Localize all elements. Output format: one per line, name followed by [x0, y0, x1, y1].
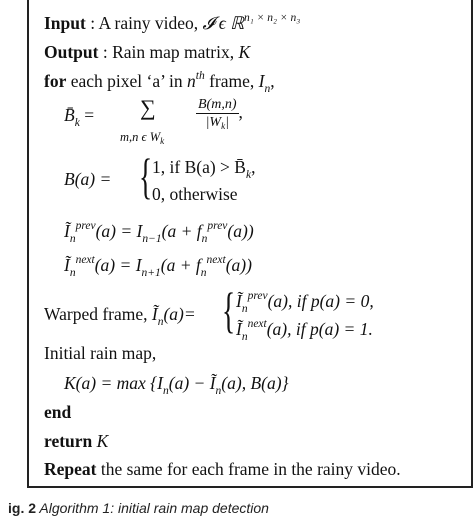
- next-rhs-mid: (a + f: [160, 255, 201, 275]
- return-var: K: [92, 431, 109, 451]
- next-rhs-sub: n+1: [141, 267, 161, 279]
- prev-lhs-sup: prev: [75, 220, 96, 232]
- k-eq-end: (a), B(a)}: [221, 373, 289, 393]
- k-equation: [64, 372, 289, 397]
- for-text: each pixel ‘a’ in: [66, 71, 188, 91]
- for-tail: frame,: [204, 71, 259, 91]
- return-line: [44, 430, 108, 452]
- next-rhs: (a) = I: [94, 255, 142, 275]
- ba-case-1: [152, 156, 255, 181]
- bk-sum: [140, 97, 156, 119]
- warped-brace: {: [222, 282, 236, 338]
- warped-case-1: [236, 290, 374, 315]
- ba-case1-sub: k: [245, 169, 252, 181]
- next-rhs-f-sup: next: [206, 254, 226, 266]
- caption-fig: ig. 2: [8, 500, 37, 516]
- warped-case2-sup: next: [247, 318, 267, 330]
- bk-sum-under: [120, 124, 164, 149]
- bk-equation: [64, 104, 94, 129]
- next-rhs-f-sub: n: [200, 267, 207, 279]
- input-sup: n₁ × n₂ × n₃: [244, 12, 301, 24]
- input-line: [44, 12, 300, 37]
- prev-rhs-sub: n−1: [142, 233, 162, 245]
- sum-symbol: ∑: [140, 95, 156, 120]
- input-math: 𝓘 ϵ ℝ: [202, 13, 244, 33]
- prev-equation: [64, 220, 254, 245]
- warped-case2-tail: (a), if p(a) = 1.: [266, 319, 373, 339]
- end-label: end: [44, 402, 72, 422]
- k-eq-sub2: n: [215, 385, 222, 397]
- prev-rhs-f-sub: n: [201, 233, 208, 245]
- warped-case2-sub: n: [241, 331, 248, 343]
- for-in-sub: n: [264, 83, 271, 95]
- initial-label: Initial rain map,: [44, 343, 157, 363]
- repeat-line: [44, 458, 401, 480]
- ba-case1-tail: ,: [251, 157, 256, 177]
- prev-rhs-mid: (a + f: [161, 221, 202, 241]
- ba-brace: {: [139, 148, 153, 204]
- for-in: I: [258, 71, 265, 91]
- k-eq-mid: (a) − Ĩ: [168, 373, 216, 393]
- bk-num: B(m,n): [198, 97, 237, 112]
- next-rhs-end: (a)): [225, 255, 252, 275]
- warped-var: Ĩ: [151, 304, 158, 324]
- return-label: return: [44, 431, 93, 451]
- next-lhs-sub: n: [69, 267, 76, 279]
- repeat-text: the same for each frame in the rainy video.: [96, 459, 401, 479]
- ba-lhs-text: B(a) =: [64, 169, 112, 189]
- bk-lhs: B̄: [64, 105, 75, 125]
- caption-rest: Algorithm 1: initial rain map detection: [36, 500, 269, 516]
- ba-case2-text: 0, otherwise: [152, 184, 238, 204]
- warped-case1-tail: (a), if p(a) = 0,: [267, 291, 374, 311]
- output-line: [44, 41, 250, 63]
- bk-frac: [196, 96, 239, 132]
- for-comma: ,: [270, 71, 275, 91]
- warped-eq: (a)=: [163, 304, 196, 324]
- warped-label: Warped frame,: [44, 304, 152, 324]
- next-lhs: Ĩ: [64, 255, 70, 275]
- k-eq: K(a) = max {I: [64, 373, 163, 393]
- figure-caption: [8, 500, 269, 516]
- initial-rain-map-label: [44, 342, 156, 364]
- for-line: [44, 70, 275, 95]
- prev-lhs: Ĩ: [64, 221, 70, 241]
- ba-lhs: [64, 168, 111, 190]
- bk-den-close: |: [225, 115, 229, 130]
- bk-sum-under-text: m,n ϵ W: [120, 130, 161, 144]
- end-line: [44, 401, 71, 423]
- bk-den-sub: k: [221, 121, 226, 131]
- bk-sum-under-sub: k: [160, 136, 165, 146]
- ba-case1-text: 1, if B(a) > B̄: [152, 157, 246, 177]
- bk-den-text: |W: [205, 115, 222, 130]
- warped-case1-sub: n: [241, 303, 248, 315]
- bk-tail: ,: [238, 102, 243, 123]
- warped-lhs: [44, 303, 196, 328]
- output-text: : Rain map matrix,: [98, 42, 239, 62]
- warped-case2-var: Ĩ: [236, 319, 242, 339]
- bk-eq: =: [79, 105, 95, 125]
- input-text: : A rainy video,: [85, 13, 203, 33]
- output-label: Output: [44, 42, 99, 62]
- bk-den: [196, 114, 239, 132]
- prev-rhs: (a) = I: [95, 221, 143, 241]
- prev-lhs-sub: n: [69, 233, 76, 245]
- warped-case-2: [236, 318, 373, 343]
- bk-lhs-sub: k: [74, 117, 80, 129]
- next-lhs-sup: next: [75, 254, 95, 266]
- input-label: Input: [44, 13, 86, 33]
- warped-case1-sup: prev: [247, 290, 268, 302]
- k-eq-sub: n: [163, 385, 169, 397]
- ba-case-2: [152, 183, 238, 205]
- next-equation: [64, 254, 252, 279]
- output-var: K: [238, 42, 251, 62]
- for-n: n: [187, 71, 196, 91]
- repeat-label: Repeat: [44, 459, 97, 479]
- for-label: for: [44, 71, 67, 91]
- warped-var-sub: n: [157, 316, 164, 328]
- bk-fraction: [196, 96, 243, 132]
- warped-case1-var: Ĩ: [236, 291, 242, 311]
- for-th: th: [195, 70, 205, 82]
- prev-rhs-end: (a)): [227, 221, 254, 241]
- prev-rhs-f-sup: prev: [207, 220, 228, 232]
